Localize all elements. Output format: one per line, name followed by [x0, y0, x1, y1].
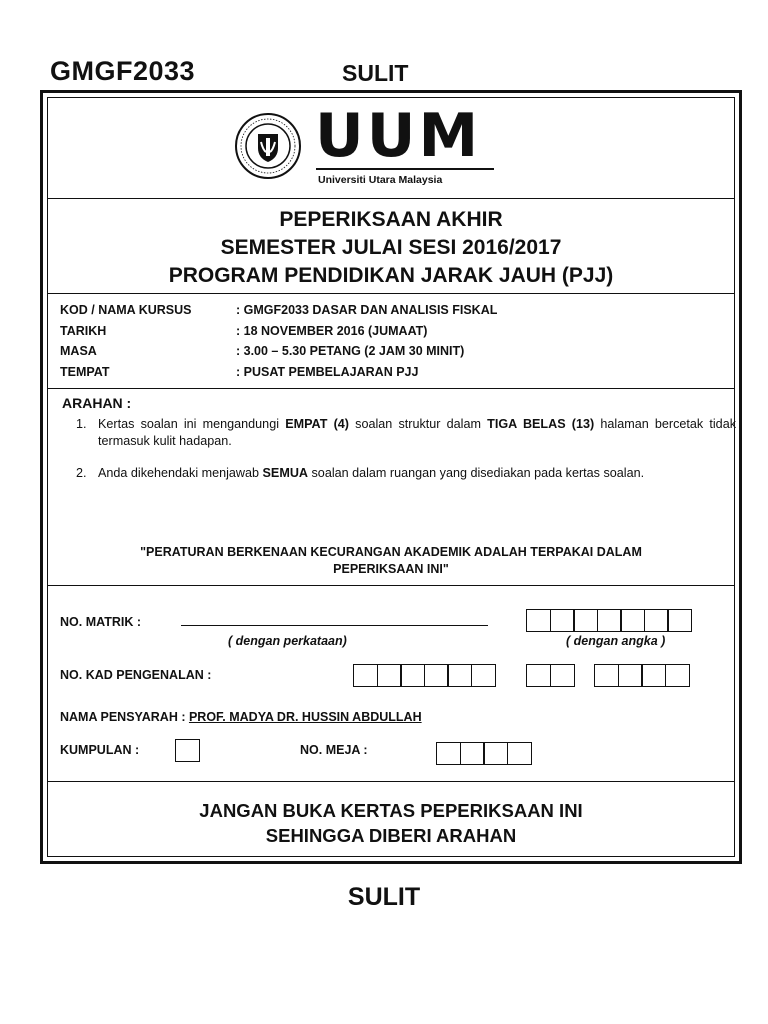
- university-name: Universiti Utara Malaysia: [318, 174, 443, 186]
- digit-box[interactable]: [665, 664, 690, 687]
- digit-box[interactable]: [573, 609, 598, 632]
- uum-seal-icon: [234, 112, 302, 180]
- info-value: : 3.00 – 5.30 PETANG (2 JAM 30 MINIT): [236, 344, 465, 358]
- notice-line: JANGAN BUKA KERTAS PEPERIKSAAN INI: [199, 800, 583, 821]
- instruction-part: Kertas soalan ini mengandungi: [98, 417, 286, 431]
- info-value: : GMGF2033 DASAR DAN ANALISIS FISKAL: [236, 303, 498, 317]
- digit-box[interactable]: [641, 664, 666, 687]
- digit-box[interactable]: [507, 742, 532, 765]
- digit-box[interactable]: [424, 664, 449, 687]
- digit-box[interactable]: [175, 739, 200, 762]
- info-label: KOD / NAMA KURSUS: [60, 303, 192, 317]
- notice-line: PEPERIKSAAN INI": [333, 562, 449, 576]
- exam-program: PROGRAM PENDIDIKAN JARAK JAUH (PJJ): [168, 264, 614, 287]
- matric-words-field[interactable]: [181, 625, 488, 626]
- digit-box[interactable]: [526, 664, 551, 687]
- group-label: KUMPULAN :: [60, 743, 140, 757]
- words-hint: ( dengan perkataan): [228, 634, 347, 648]
- lecturer-row: [60, 710, 422, 724]
- instruction-part: soalan dalam ruangan yang disediakan pada kertas soalan.: [308, 466, 645, 480]
- instruction-part: halaman bercetak tidak termasuk kulit hadapan.: [98, 417, 736, 448]
- digit-box[interactable]: [550, 664, 575, 687]
- lecturer-label: NAMA PENSYARAH :: [60, 710, 189, 724]
- lecturer-name: PROF. MADYA DR. HUSSIN ABDULLAH: [188, 710, 422, 724]
- exam-title: PEPERIKSAAN AKHIR: [279, 208, 503, 231]
- info-row: [60, 365, 497, 386]
- table-no-boxes[interactable]: [436, 742, 530, 765]
- wordmark-rule: [316, 168, 494, 170]
- digit-box[interactable]: [483, 742, 508, 765]
- digit-box[interactable]: [436, 742, 461, 765]
- digit-box[interactable]: [377, 664, 402, 687]
- digit-box[interactable]: [618, 664, 643, 687]
- digit-box[interactable]: [644, 609, 669, 632]
- exam-semester: SEMESTER JULAI SESI 2016/2017: [220, 236, 562, 259]
- divider: [48, 198, 734, 199]
- digit-box[interactable]: [620, 609, 645, 632]
- digit-box[interactable]: [526, 609, 551, 632]
- digit-box[interactable]: [594, 664, 619, 687]
- notice-line: "PERATURAN BERKENAAN KECURANGAN AKADEMIK ADALAH TERPAKAI DALAM: [140, 545, 642, 559]
- cover-inner-frame: [47, 97, 735, 857]
- divider: [48, 585, 734, 586]
- instruction-item: [76, 465, 736, 482]
- instruction-bold: EMPAT (4): [285, 417, 349, 431]
- digit-box[interactable]: [447, 664, 472, 687]
- digit-box[interactable]: [550, 609, 575, 632]
- exam-info-table: [60, 303, 497, 385]
- cover-frame: [40, 90, 742, 864]
- info-label: TARIKH: [60, 323, 107, 338]
- course-code-header: GMGF2033: [50, 56, 196, 86]
- info-label: TEMPAT: [60, 364, 110, 379]
- ic-label: NO. KAD PENGENALAN :: [60, 668, 212, 682]
- group-box[interactable]: [175, 739, 199, 762]
- digit-box[interactable]: [597, 609, 622, 632]
- matric-digit-boxes[interactable]: [526, 609, 691, 632]
- info-value: : PUSAT PEMBELAJARAN PJJ: [236, 364, 419, 379]
- do-not-open-notice: [48, 798, 734, 848]
- uum-wordmark: UUM: [315, 101, 482, 171]
- instruction-part: soalan struktur dalam: [348, 417, 488, 431]
- notice-line: SEHINGGA DIBERI ARAHAN: [265, 825, 517, 846]
- table-no-label: NO. MEJA :: [300, 743, 368, 757]
- info-row: [60, 303, 497, 324]
- instruction-bold: SEMUA: [262, 466, 309, 480]
- classification-bottom: SULIT: [347, 883, 421, 911]
- info-value: : 18 NOVEMBER 2016 (JUMAAT): [236, 323, 428, 338]
- info-row: [60, 344, 497, 365]
- instruction-number: 2.: [76, 466, 87, 480]
- digits-hint: ( dengan angka ): [566, 634, 666, 648]
- instruction-part: Anda dikehendaki menjawab: [98, 466, 263, 480]
- ic-boxes-group3[interactable]: [594, 664, 688, 687]
- instruction-text: [98, 416, 736, 450]
- academic-integrity-notice: [78, 544, 704, 578]
- classification-top: SULIT: [342, 60, 409, 86]
- digit-box[interactable]: [667, 609, 692, 632]
- instructions-heading: ARAHAN :: [62, 395, 132, 411]
- digit-box[interactable]: [471, 664, 496, 687]
- instruction-number: 1.: [76, 417, 87, 431]
- divider: [48, 293, 734, 294]
- divider: [48, 781, 734, 782]
- info-row: [60, 324, 497, 345]
- instruction-text: [98, 465, 736, 482]
- info-label: MASA: [60, 344, 97, 358]
- matric-label: NO. MATRIK :: [60, 615, 142, 629]
- digit-box[interactable]: [353, 664, 378, 687]
- instruction-bold: TIGA BELAS (13): [487, 417, 595, 431]
- ic-boxes-group1[interactable]: [353, 664, 494, 687]
- ic-boxes-group2[interactable]: [526, 664, 573, 687]
- divider: [48, 388, 734, 389]
- digit-box[interactable]: [460, 742, 485, 765]
- instruction-item: [76, 416, 736, 450]
- digit-box[interactable]: [400, 664, 425, 687]
